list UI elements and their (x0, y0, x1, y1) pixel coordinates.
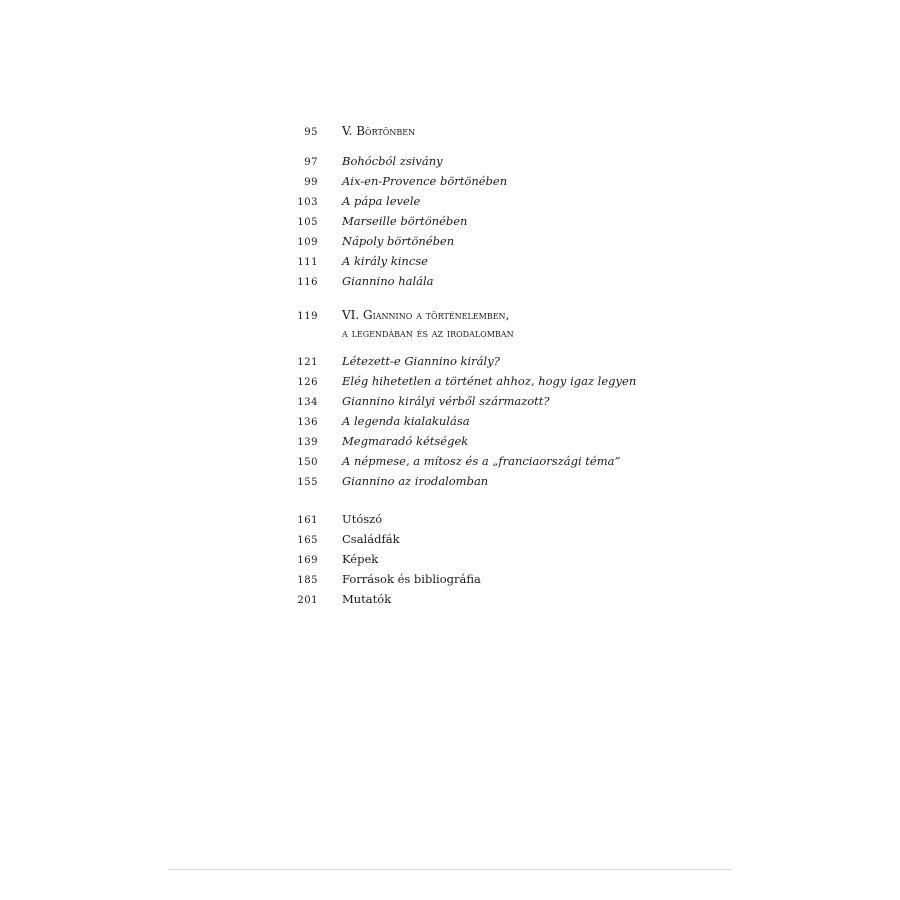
entry-title: Források és bibliográfia (342, 572, 481, 586)
page-number: 155 (297, 477, 318, 488)
entry-title: Giannino halála (342, 274, 434, 288)
toc-entry (296, 452, 716, 472)
page-number: 201 (297, 595, 318, 606)
page-number: 136 (297, 417, 318, 428)
entry-title: Utószó (342, 512, 383, 526)
toc-entry (296, 192, 716, 212)
page-number: 134 (297, 397, 318, 408)
toc-back-matter-entry (296, 590, 716, 610)
entry-title: Marseille börtönében (342, 214, 468, 228)
page-number: 150 (297, 457, 318, 468)
chapter-title-line-1: VI. Giannino a történelemben, (342, 308, 510, 322)
entry-title: Aix-en-Provence börtönében (342, 174, 508, 188)
entry-title: Megmaradó kétségek (342, 434, 469, 448)
toc-entry (296, 412, 716, 432)
entry-title: Képek (342, 552, 379, 566)
toc-entry (296, 472, 716, 492)
entry-title: Elég hihetetlen a történet ahhoz, hogy igaz legyen (342, 374, 637, 388)
toc-back-matter-entry (296, 550, 716, 570)
toc-chapter-v (296, 122, 716, 142)
page-number: 116 (297, 277, 318, 288)
entry-title: A népmese, a mítosz és a „franciaországi téma” (342, 454, 621, 468)
entry-title: A legenda kialakulása (342, 414, 470, 428)
toc-entry (296, 432, 716, 452)
chapter-title-line-2: a legendában és az irodalomban (342, 326, 514, 340)
page-number: 119 (297, 311, 318, 322)
entry-title: Létezett-e Giannino király? (342, 354, 500, 368)
page-number: 109 (297, 237, 318, 248)
entry-title: Giannino az irodalomban (342, 474, 489, 488)
toc-back-matter-entry (296, 510, 716, 530)
toc-entry (296, 252, 716, 272)
entry-title: Családfák (342, 532, 400, 546)
toc-entry (296, 172, 716, 192)
toc-entry (296, 212, 716, 232)
chapter-title (342, 306, 716, 342)
page-number: 99 (304, 177, 318, 188)
toc-entry (296, 352, 716, 372)
toc-back-matter-entry (296, 530, 716, 550)
page-bottom-rule (168, 869, 732, 870)
page-number: 103 (297, 197, 318, 208)
page-number: 185 (297, 575, 318, 586)
page-number: 95 (304, 127, 318, 138)
page-number: 97 (304, 157, 318, 168)
toc-entry (296, 272, 716, 292)
entry-title: Mutatók (342, 592, 392, 606)
toc-entry (296, 152, 716, 172)
toc-entry (296, 392, 716, 412)
chapter-title: V. Börtönben (342, 124, 416, 138)
entry-title: Giannino királyi vérből származott? (342, 394, 550, 408)
table-of-contents (296, 122, 716, 610)
page-number: 105 (297, 217, 318, 228)
page-number: 161 (297, 515, 318, 526)
entry-title: Bohócból zsivány (342, 154, 443, 168)
entry-title: A király kincse (342, 254, 428, 268)
page-number: 169 (297, 555, 318, 566)
page-number: 139 (297, 437, 318, 448)
toc-chapter-vi (296, 306, 716, 342)
entry-title: Nápoly börtönében (342, 234, 455, 248)
toc-back-matter-entry (296, 570, 716, 590)
page-number: 121 (297, 357, 318, 368)
toc-entry (296, 232, 716, 252)
toc-entry (296, 372, 716, 392)
entry-title: A pápa levele (342, 194, 421, 208)
page-number: 126 (297, 377, 318, 388)
page-number: 111 (297, 257, 318, 268)
page-number: 165 (297, 535, 318, 546)
